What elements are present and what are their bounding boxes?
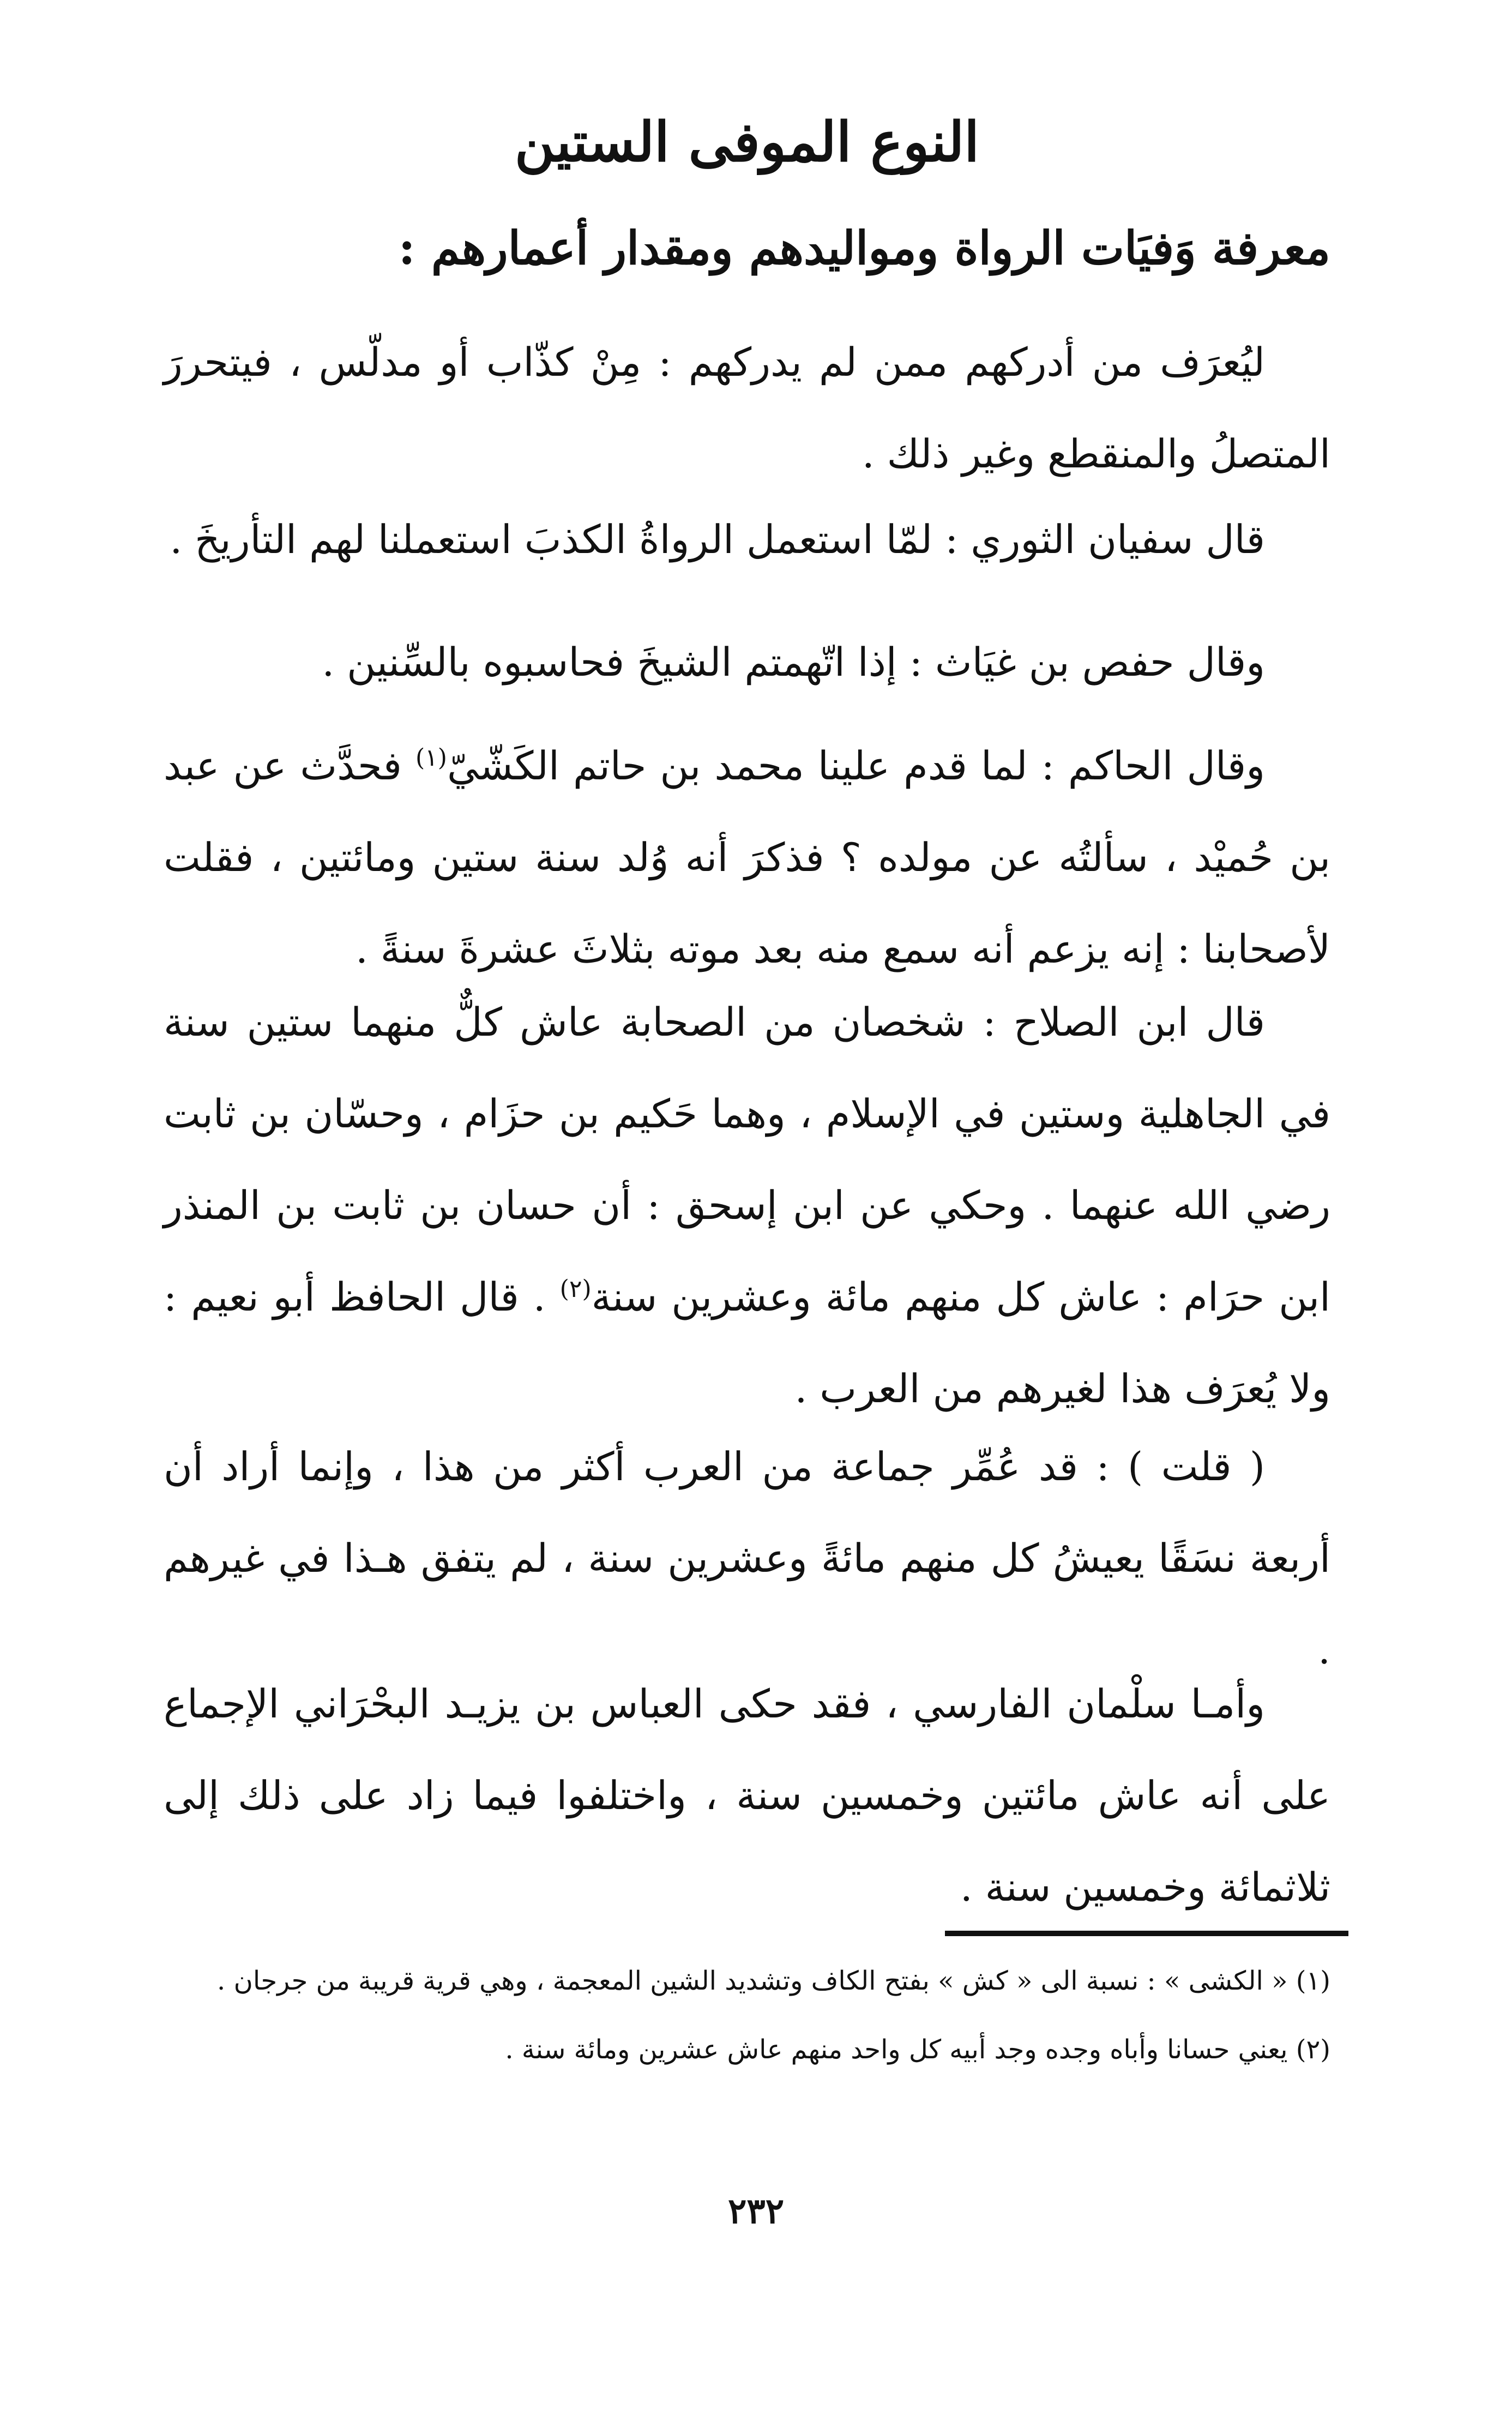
footnote-separator: [945, 1931, 1348, 1936]
page-number: ٢٣٢: [727, 2191, 785, 2232]
paragraph-2: قال سفيان الثوري : لمّا استعمل الرواةُ الكذبَ استعملنا لهم التأريخَ .: [170, 516, 1265, 562]
paragraph-1: ليُعرَف من أدركهم ممن لم يدركهم : مِنْ كذّاب أو مدلّس ، فيتحررَ المتصلُ والمنقطع وغير ذلك .: [164, 339, 1330, 477]
footnote-ref-1: (١): [415, 744, 447, 772]
paragraph-5-text-end: . قال الحافظ أبو نعيم : ولا يُعرَف هذا لغيرهم من العرب .: [164, 1274, 1330, 1411]
section-title: معرفة وَفيَات الرواة ومواليدهم ومقدار أعمارهم :: [398, 221, 1330, 275]
chapter-title: النوع الموفى الستين: [514, 110, 980, 174]
footnote-ref-2: (٢): [559, 1275, 592, 1303]
paragraph-4-text-end: فحدَّث عن عبد بن حُميْد ، سألتُه عن مولده ؟ فذكرَ أنه وُلد سنة ستين ومائتين ، فقلت لأصحابنا : إنه يزعم أنه سمع منه بعد موته بثلاثَ عشرةَ سنةً .: [164, 743, 1330, 972]
paragraph-3: وقال حفص بن غيَاث : إذا اتّهمتم الشيخَ فحاسبوه بالسِّنين .: [322, 639, 1265, 685]
paragraph-6: ( قلت ) : قد عُمِّر جماعة من العرب أكثر من هذا ، وإنما أراد أن أربعة نسَقًا يعيشُ كل منهم مائةً وعشرين سنة ، لم يتفق هـذا في غيرهم .: [164, 1444, 1330, 1673]
footnote-1: (١) « الكشى » : نسبة الى « كش » بفتح الكاف وتشديد الشين المعجمة ، وهي قرية قريبة من جرجان .: [217, 1966, 1330, 1996]
footnote-2: (٢) يعني حسانا وأباه وجده وجد أبيه كل واحد منهم عاش عشرين ومائة سنة .: [505, 2034, 1330, 2065]
paragraph-5-text-start: قال ابن الصلاح : شخصان من الصحابة عاش كلٌّ منهما ستين سنة في الجاهلية وستين في الإسلام ، وهما حَكيم بن حزَام ، وحسّان بن ثابت رضي الله عنهما . وحكي عن ابن إسحق : أن حسان بن ثابت بن المنذر ابن حرَام : عاش كل منهم مائة وعشرين سنة: [164, 999, 1330, 1320]
paragraph-4-text-start: وقال الحاكم : لما قدم علينا محمد بن حاتم الكَشّيّ: [447, 743, 1265, 789]
paragraph-4: [164, 720, 1330, 995]
paragraph-5: [164, 976, 1330, 1434]
paragraph-7: وأمـا سلْمان الفارسي ، فقد حكى العباس بن يزيـد البحْرَاني الإجماع على أنه عاش مائتين وخمسين سنة ، واختلفوا فيما زاد على ذلك إلى ثلاثمائة وخمسين سنة .: [164, 1681, 1330, 1910]
footnotes: [164, 1953, 1330, 2090]
